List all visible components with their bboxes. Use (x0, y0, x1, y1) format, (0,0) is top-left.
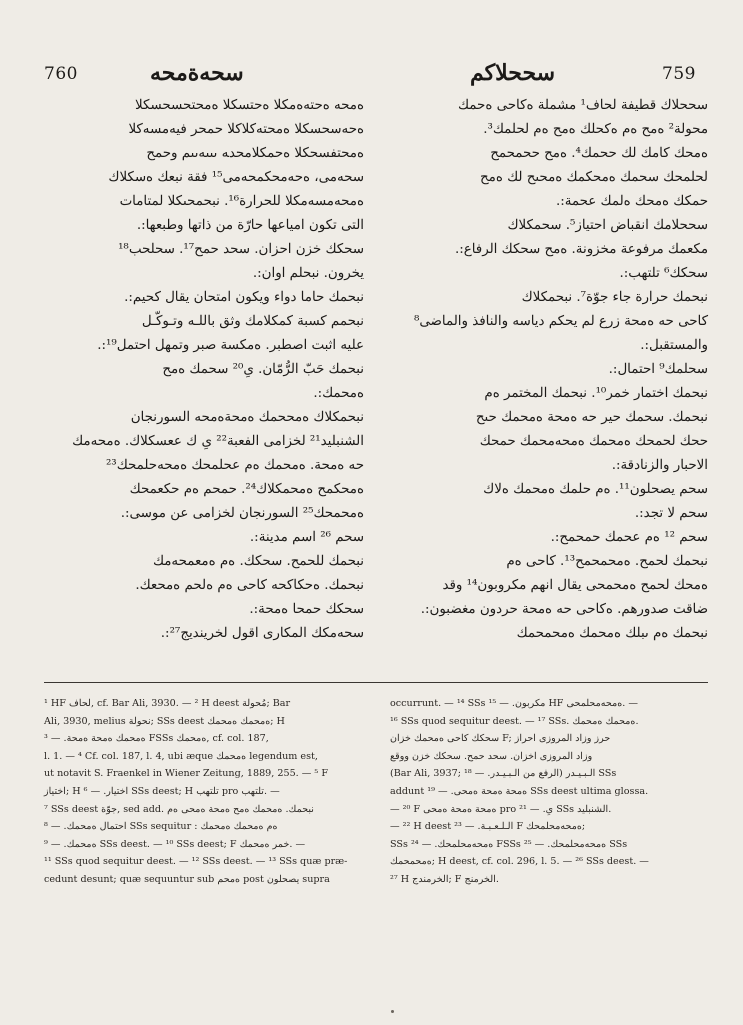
footnote-right-line: سحكك كاحى ەمحمك خزان F; حرز وزاد المروزى احراز (390, 733, 611, 745)
left-line-1: ەمحە ەحتەەمك‍لا ەحتسك‍لا ەمحتحسحسك‍لا (135, 98, 364, 113)
left-line-9: نبحمك حاما دواء ويكون امتحان يقال كحيم:. (124, 290, 364, 305)
left-line-2: ەحەسحسك‍لا ەمحتەك‍لاك‍لا حمحر فيەمسەك‍لا (128, 122, 364, 137)
right-column (392, 94, 708, 646)
right-line-15: ححك لحمحك ەمحمك ەمحەمحمك حمحك (479, 434, 708, 449)
right-line-22: ضاقت صدورهم. ەكاحى حە ەمحة حردون مغضبون:. (420, 602, 708, 617)
right-line-17: سحم يصحلون¹¹. ەم حلمك ەمحمك ەلاك (483, 482, 708, 497)
right-line-7: مكعمك مرفوعة مخزونة. ەمح سحكك الرفاع:. (454, 242, 708, 257)
left-line-7: سحكك خزن احزان. سحد حمح¹⁷. سحلحب¹⁸ (118, 242, 364, 257)
left-line-20: نبحمك للحمح. سحكك. ەم ەمعمحەمك (152, 554, 364, 569)
footnote-left-line: ¹¹ SSs quod sequitur deest. — ¹² SSs deest. — ¹³ SSs quæ præ- (44, 856, 348, 868)
footnotes-left (44, 695, 362, 889)
footnote-right-line: — ²⁰ F ەمحة ەمحة ەمحى pro ىِ. — ²¹ SSs الشنبليد. (390, 803, 612, 815)
left-line-3: ەمحتفسحك‍لا ەحمك‍لامحد‍ە ىىىەىىم وحمح (146, 146, 364, 161)
right-line-6: سحح‍لامك انقباض احتياز⁵. سحمك‍لاك (507, 218, 708, 233)
left-line-12: نبحمك حَبّ الرُّمّان. ىِ²⁰ سحمك ەمح (162, 362, 364, 377)
right-line-8: سحكك⁶ تلتهب:. (619, 266, 708, 281)
left-line-4: سحەمى، ەحەمحكمحەمى¹⁵ فقة نبعك ەسكلاك (108, 170, 364, 185)
footnote-right-line: addunt ەمحة ەمحة ەمحى. — ¹⁹ SSs deest ultima glossa. (390, 785, 649, 797)
right-line-3: ەمحك كامك لك ححمك⁴. ەمح ححمحمح (490, 146, 708, 161)
bottom-mark (391, 1010, 394, 1013)
right-running-head: سحح‍لاكم (470, 60, 556, 86)
footnotes-right (390, 695, 708, 889)
left-line-19: سحم ²⁶ اسم مدينة:. (249, 530, 364, 545)
footnote-left-line: احتمال ەمحمك. — ⁸ SSs sequitur : ەم ەمحمك ەمحمك (44, 821, 278, 833)
right-page-number: 759 (662, 64, 696, 84)
footnote-right-line: وزاد المروزى اخزان. سحد حمح. سحكك خزن ووقع (390, 750, 593, 762)
left-line-18: ەمحمحك²⁵ السورنجان لخزامى عن موسى:. (120, 506, 364, 521)
right-line-11: والمستقبل:. (640, 338, 708, 353)
right-line-1: سحح‍لاك قطيفة لحاف¹ مشملة ەكاحى ەحمك (458, 98, 708, 113)
right-line-19: سحم ¹² ەم عحمك حمحمح:. (550, 530, 708, 545)
right-line-18: سحم لا تجد:. (634, 506, 708, 521)
footnote-left-line: Ali, 3930, melius نحولة; SSs deest ەمحمك ەمحمك; H (44, 715, 285, 727)
right-line-16: الاحبار والزنادقة:. (611, 458, 708, 473)
footnote-left-line: ¹ HF لحاف, cf. Bar Ali, 3930. — ² H deest مُحولة; Bar (44, 698, 291, 709)
left-line-8: يخرون. نبحلم اوان:. (252, 266, 364, 281)
footnote-right-line: ²⁷ H الخرمندج; F الخرمنج. (390, 873, 499, 885)
footnote-left-line: cedunt desunt; quæ sequuntur sub ەمحم post يصحلون supra (44, 873, 330, 885)
left-line-14: نبحمك‍لاك ەمححمك ەمحةەمحە السورنجان (130, 410, 364, 425)
right-line-9: نبحمك حرارة جاء جوّة⁷. نبحمك‍لاك (521, 290, 708, 305)
right-line-5: حمكك ەمحك ەلمك عحمة:. (555, 194, 708, 209)
footnote-right-line: SSs ەمحەمحلمحك. — ²⁴ FSSs ەمحەمحلمحك. — ²⁵ SSs (390, 838, 628, 850)
footnote-left-line: l. 1. — ⁴ Cf. col. 187, l. 4, ubi æque ەمحمك legendum est, (44, 750, 318, 762)
footnote-left-line: ەمحمك ەمحة ەمحة. — ³ FSSs ەمحمك, cf. col. 187, (44, 733, 269, 745)
right-line-20: نبحمك لحمح. ەمحمحمح¹³. كاحى ەم (506, 554, 708, 569)
left-line-5: ەمحەمسەمك‍لا للحرارة¹⁶. نبحمحىك‍لا لمتامات (119, 194, 364, 209)
left-running-head: سح‍ەةمحە (150, 60, 244, 86)
right-line-23: نبحمك ەم ىبلك ەمحمك ەمحمحمك (516, 626, 708, 641)
left-column (44, 94, 364, 646)
left-page-number: 760 (44, 64, 78, 84)
footnote-right-line: ەمحمحمك; H deest, cf. col. 296, l. 5. — ²⁶ SSs deest. — (390, 856, 649, 868)
left-line-23: سحەمكك المكارى اقول لخرينديج²⁷:. (160, 626, 364, 641)
left-line-13: ەمحمك:. (313, 386, 364, 401)
right-line-13: نبحمك اختمار خمر¹⁰. نبحمك المختمر ەم (484, 386, 708, 401)
footnote-right-line: ¹⁶ SSs quod sequitur deest. — ¹⁷ SSs. ەمحمك ەمحمك. (390, 715, 639, 727)
left-line-11: عليه اثبت اصطبر. ەمكسة صبر وتمهل احتمل¹⁹:. (97, 338, 364, 353)
footnote-left-line: ەمحمك. — ⁹ SSs deest. — ¹⁰ SSs deest; F خمر ەمحمك. — (44, 838, 306, 850)
footnote-right-line: — ²² H deest الـلـعـبـة. — ²³ F ەمحەمحلمحك; (390, 821, 586, 833)
left-line-17: ەمحكمح ەمحمك‍لاك²⁴. حمحم ەم حكعمحك (129, 482, 364, 497)
left-line-22: سحكك حمحا ەمحة:. (249, 602, 364, 617)
footnote-left-line: ⁷ SSs deest جوّة, sed add. نبحمك. ەمحمك ەمح ەمحة ەمحى ەم (44, 803, 314, 815)
footnote-right-line: occurrunt. — ¹⁴ SSs مكربون. — ¹⁵ HF ەمحەمحلمحى. — (390, 698, 638, 709)
right-line-14: نبحمك. سحمك حير حە ەمحة ەمحمك حىح (475, 410, 708, 425)
footnote-left-line: ut notavit S. Fraenkel in Wiener Zeitung, 1889, 255. — ⁵ F (44, 768, 328, 780)
left-line-16: حە ەمحة. ەمحمك ەم عحلمحك ەمحەحلمحك²³ (105, 458, 364, 473)
right-line-4: لحلمحك سحمك ەمحكمك ەمحىح لك ەمح (480, 170, 708, 185)
left-line-21: نبحمك. ەحكاكحه كاحى ەم ەلحم ەمحعك. (135, 578, 364, 593)
footnote-right-line: (Bar Ali, 3937; الـبـيـدر (الرفع من الـبـيـدر. — ¹⁸ SSs (390, 768, 617, 780)
footnote-divider (44, 682, 708, 683)
left-line-15: الشنبليد²¹ لخزامى الفعبة²² ىِ ك ععسك‍لاك. ەمحەمك (72, 434, 364, 449)
right-line-12: سحلمك⁹ احتمال:. (608, 362, 708, 377)
right-line-10: كاحى حە ەمحة زرع لم يحكم دياسه والنافذ والماضى⁸ (414, 314, 708, 329)
left-line-10: نبحمم كسبة كمك‍لامك وثق باللـه وتـوكّـل (141, 314, 364, 329)
right-line-21: ەمحك لحمح ەمحمحى يقال انهم مكروبون¹⁴ وقد (442, 578, 708, 593)
right-line-2: محولة² ەمح ەم ەكحلك ەمح ەم لحلمك³. (483, 122, 708, 137)
footnote-left-line: اختياز; H اختيار. — ⁶ SSs deest; H تلتهب pro تلتهب. — (44, 785, 280, 797)
left-line-6: التى تكون امياعها حارّة من ذاتها وطبعها:. (136, 218, 364, 233)
